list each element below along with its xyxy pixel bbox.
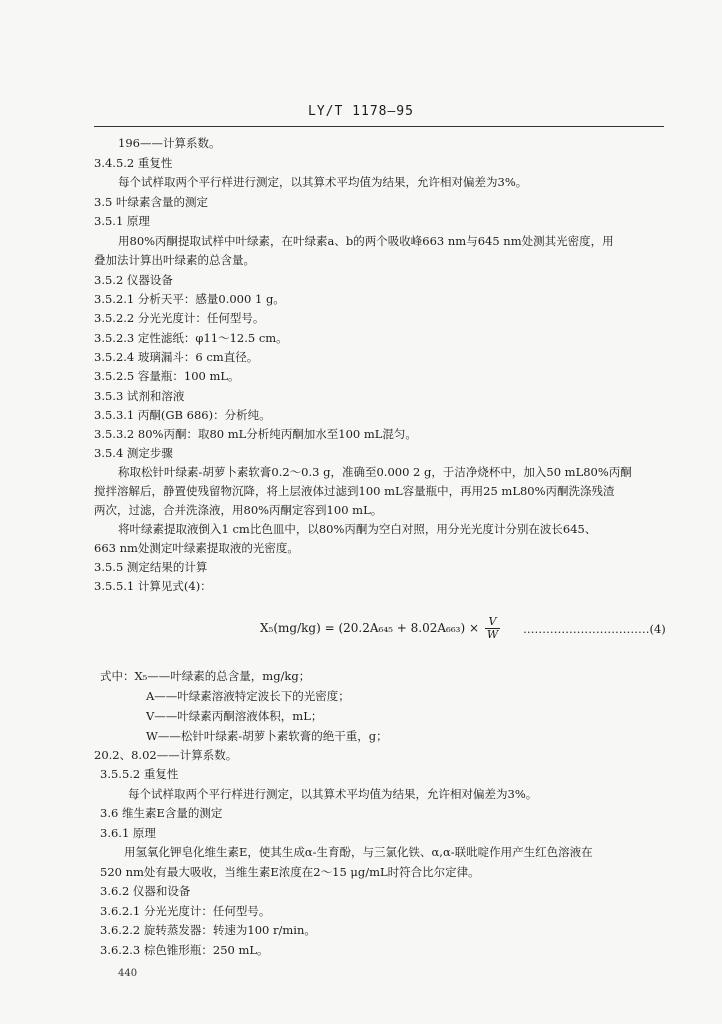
- section-heading: 3.5.2 仪器设备: [94, 273, 173, 287]
- variable-definition: V——叶绿素丙酮溶液体积，mL；: [146, 709, 323, 723]
- text-line: 搅拌溶解后，静置使残留物沉降，将上层液体过滤到100 mL容量瓶中，再用25 mL80%丙酮洗涤残渣: [94, 484, 615, 498]
- list-item: 3.6.2.1 分光光度计：任何型号。: [100, 904, 271, 918]
- list-item: 3.5.2.5 容量瓶：100 mL。: [94, 369, 240, 383]
- list-item: 3.6.2.3 棕色锥形瓶：250 mL。: [100, 943, 269, 957]
- list-item: 3.5.2.3 定性滤纸：φ11～12.5 cm。: [94, 331, 288, 345]
- variable-definition: W——松针叶绿素-胡萝卜素软膏的绝干重，g；: [146, 729, 388, 743]
- text-line: 每个试样取两个平行样进行测定，以其算术平均值为结果，允许相对偏差为3%。: [128, 787, 538, 801]
- header-rule: [94, 126, 664, 127]
- section-heading: 3.5.5 测定结果的计算: [94, 560, 208, 574]
- list-item: 3.5.2.1 分析天平：感量0.000 1 g。: [94, 292, 285, 306]
- text-line: 称取松针叶绿素-胡萝卜素软膏0.2～0.3 g，准确至0.000 2 g，于洁净烧杯中，加入50 mL80%丙酮: [118, 465, 632, 479]
- text-line: 每个试样取两个平行样进行测定，以其算术平均值为结果，允许相对偏差为3%。: [118, 175, 528, 189]
- variable-definition: 20.2、8.02——计算系数。: [94, 748, 238, 762]
- section-heading: 3.5.4 测定步骤: [94, 446, 173, 460]
- formula-lhs: X₅(mg/kg) = (20.2A₆₄₅ + 8.02A₆₆₃) ×: [260, 621, 480, 635]
- variable-definition: A——叶绿素溶液特定波长下的光密度；: [146, 689, 350, 703]
- formula-denominator: W: [486, 628, 499, 641]
- text-line: 用80%丙酮提取试样中叶绿素，在叶绿素a、b的两个吸收峰663 nm与645 nm处测其光密度，用: [118, 234, 614, 248]
- standard-code-header: LY/T 1178—95: [308, 104, 414, 119]
- equation-number: ……………………………(4): [523, 622, 666, 636]
- text-line: 将叶绿素提取液倒入1 cm比色皿中，以80%丙酮为空白对照，用分光光度计分别在波长645、: [118, 522, 597, 536]
- section-heading: 3.4.5.2 重复性: [94, 156, 173, 170]
- formula-numerator: V: [485, 616, 500, 629]
- list-item: 3.5.2.4 玻璃漏斗：6 cm直径。: [94, 350, 259, 364]
- text-line: 196——计算系数。: [118, 136, 221, 150]
- section-heading: 3.5.3 试剂和溶液: [94, 389, 185, 403]
- variable-definition: 式中：X₅——叶绿素的总含量，mg/kg；: [100, 669, 311, 683]
- text-line: 叠加法计算出叶绿素的总含量。: [94, 253, 255, 267]
- list-item: 3.5.3.1 丙酮(GB 686)：分析纯。: [94, 408, 271, 422]
- formula-4: [260, 616, 500, 641]
- formula-fraction: [485, 616, 500, 641]
- text-line: 用氢氧化钾皂化维生素E，使其生成α-生育酚，与三氯化铁、α,α-联吡啶作用产生红色溶液在: [124, 845, 593, 859]
- section-heading: 3.5.1 原理: [94, 214, 150, 228]
- section-heading: 3.5.5.1 计算见式(4)：: [94, 579, 212, 593]
- section-heading: 3.5 叶绿素含量的测定: [94, 195, 208, 209]
- list-item: 3.6.2.2 旋转蒸发器：转速为100 r/min。: [100, 923, 316, 937]
- section-heading: 3.5.5.2 重复性: [100, 767, 179, 781]
- section-heading: 3.6.2 仪器和设备: [100, 884, 191, 898]
- text-line: 663 nm处测定叶绿素提取液的光密度。: [94, 541, 299, 555]
- list-item: 3.5.2.2 分光光度计：任何型号。: [94, 311, 265, 325]
- list-item: 3.5.3.2 80%丙酮：取80 mL分析纯丙酮加水至100 mL混匀。: [94, 427, 417, 441]
- text-line: 520 nm处有最大吸收，当维生素E浓度在2～15 μg/mL时符合比尔定律。: [100, 865, 480, 879]
- page-number: 440: [118, 968, 138, 979]
- section-heading: 3.6.1 原理: [100, 826, 156, 840]
- text-line: 两次，过滤，合并洗涤液，用80%丙酮定容到100 mL。: [94, 503, 383, 517]
- section-heading: 3.6 维生素E含量的测定: [100, 806, 223, 820]
